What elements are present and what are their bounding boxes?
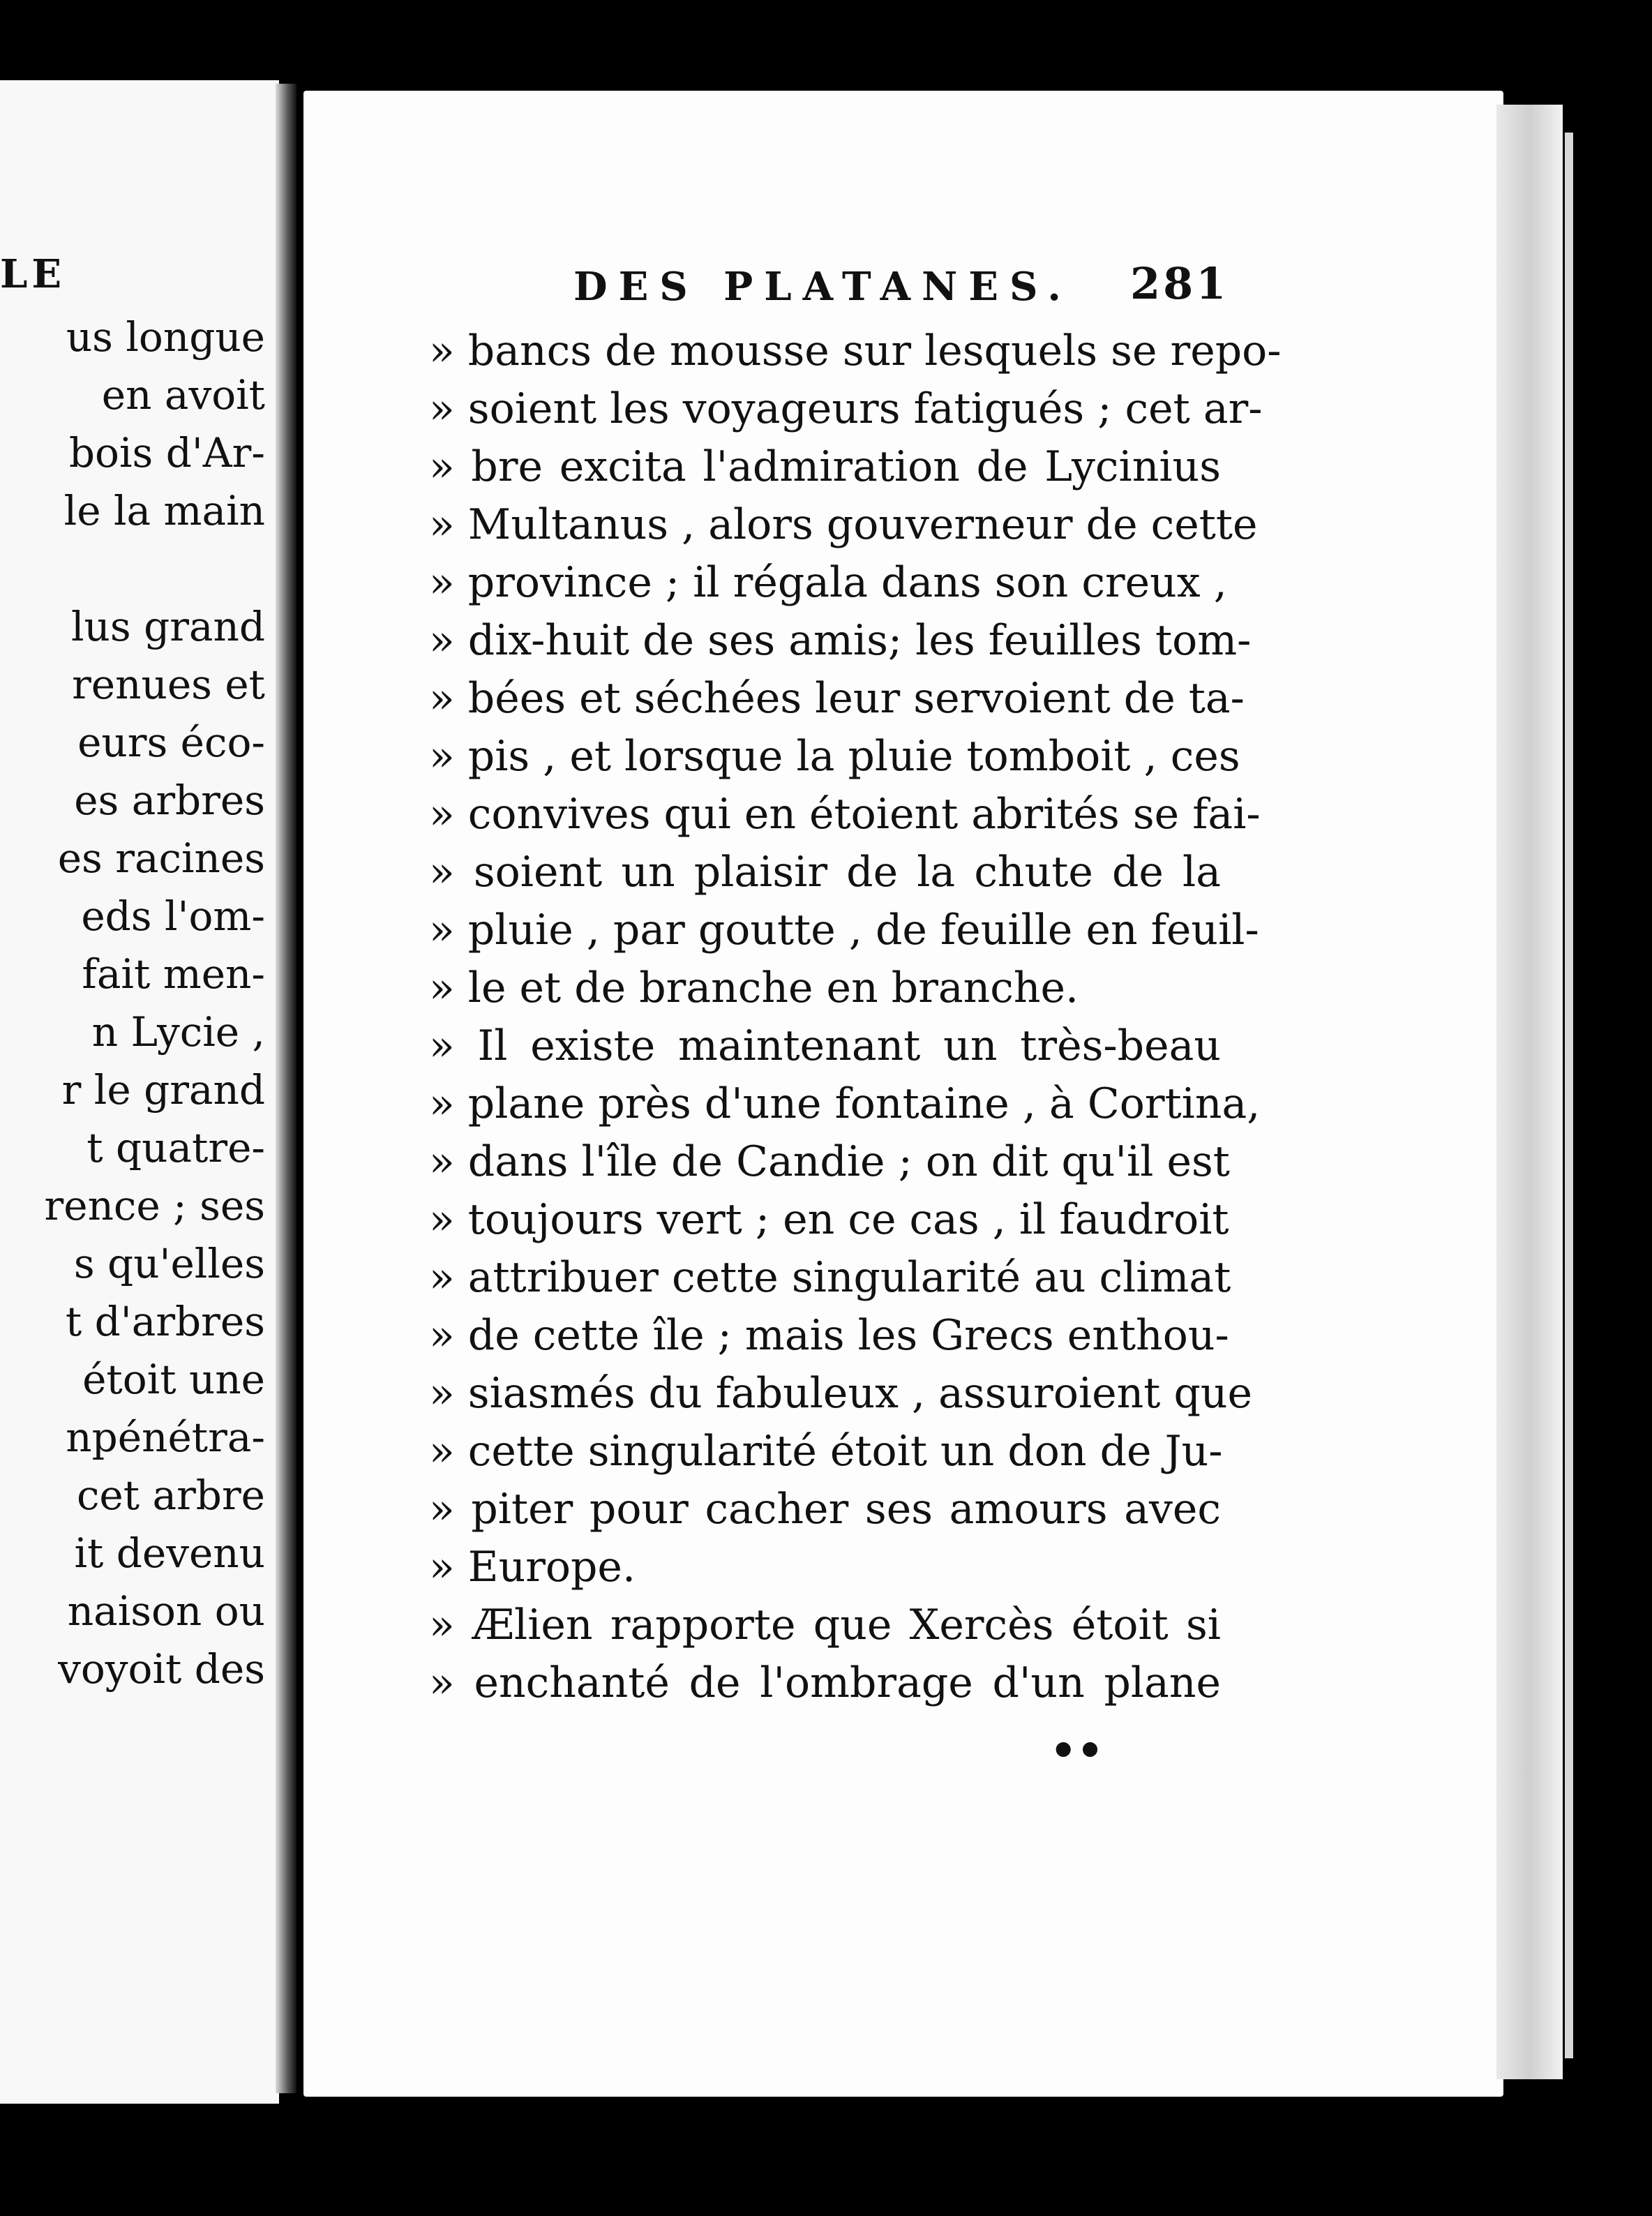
text-line: » Ælien rapporte que Xercès étoit si [429, 1601, 1221, 1649]
left-line: lus grand [70, 603, 265, 650]
left-line: cet arbre [76, 1472, 265, 1519]
text-line: » bées et séchées leur servoient de ta- [429, 674, 1245, 723]
text-line: » convives qui en étoient abrités se fai- [429, 790, 1261, 839]
text-line: » Europe. [429, 1543, 636, 1592]
body-text [429, 322, 1282, 1712]
left-line: t d'arbres [65, 1298, 265, 1345]
left-line: en avoit [101, 371, 265, 419]
left-line: s qu'elles [73, 1240, 265, 1287]
running-head: DES PLATANES. [573, 264, 1072, 310]
left-line: naison ou [67, 1587, 265, 1635]
text-line: » soient les voyageurs fatigués ; cet ar- [429, 384, 1263, 433]
text-line: » plane près d'une fontaine , à Cortina, [429, 1079, 1261, 1128]
left-line: us longue [66, 313, 265, 361]
text-line: » siasmés du fabuleux , assuroient que [429, 1369, 1253, 1418]
left-line: voyoit des [58, 1645, 265, 1693]
left-gutter [276, 84, 296, 2093]
left-line: n Lycie , [91, 1008, 265, 1056]
left-line: le la main [63, 487, 265, 534]
left-line: r le grand [61, 1066, 265, 1114]
text-line: » cette singularité étoit un don de Ju- [429, 1427, 1223, 1476]
text-line: » bancs de mousse sur lesquels se repo- [429, 327, 1282, 375]
text-line: » attribuer cette singularité au climat [429, 1253, 1231, 1302]
left-line: eds l'om- [81, 892, 265, 940]
left-line: es racines [57, 834, 265, 882]
text-line: » province ; il régala dans son creux , [429, 558, 1227, 607]
left-text-block [0, 308, 265, 1698]
left-line: eurs éco- [77, 719, 265, 766]
text-line: » pis , et lorsque la pluie tomboit , ces [429, 732, 1240, 781]
text-line: » pluie , par goutte , de feuille en feuil- [429, 906, 1259, 954]
signature-mark: •• [1050, 1727, 1104, 1776]
left-line: bois d'Ar- [68, 429, 265, 477]
text-line: » toujours vert ; en ce cas , il faudroit [429, 1195, 1229, 1244]
left-line: npénétra- [66, 1414, 265, 1461]
text-line: » soient un plaisir de la chute de la [429, 848, 1221, 897]
text-line: » enchanté de l'ombrage d'un plane [429, 1659, 1221, 1707]
text-line: » bre excita l'admiration de Lycinius [429, 442, 1221, 491]
left-line: t quatre- [87, 1124, 265, 1171]
left-line: fait men- [82, 950, 265, 998]
left-line-gap [0, 540, 265, 598]
text-line: » piter pour cacher ses amours avec [429, 1485, 1221, 1534]
left-line: rence ; ses [44, 1182, 265, 1229]
text-line: » le et de branche en branche. [429, 964, 1079, 1012]
text-line: » Il existe maintenant un très-beau [429, 1021, 1221, 1070]
left-line: renues et [72, 661, 265, 708]
left-line: it devenu [74, 1529, 265, 1577]
right-page-edge [1496, 105, 1563, 2079]
left-running-head: LE [0, 251, 66, 297]
text-line: » de cette île ; mais les Grecs enthou- [429, 1311, 1229, 1360]
page-number: 281 [1130, 258, 1229, 309]
left-line: es arbres [74, 777, 265, 824]
text-line: » dans l'île de Candie ; on dit qu'il est [429, 1137, 1230, 1186]
text-line: » dix-huit de ses amis; les feuilles tom- [429, 616, 1252, 665]
text-line: » Multanus , alors gouverneur de cette [429, 500, 1258, 549]
left-line: étoit une [82, 1356, 265, 1403]
